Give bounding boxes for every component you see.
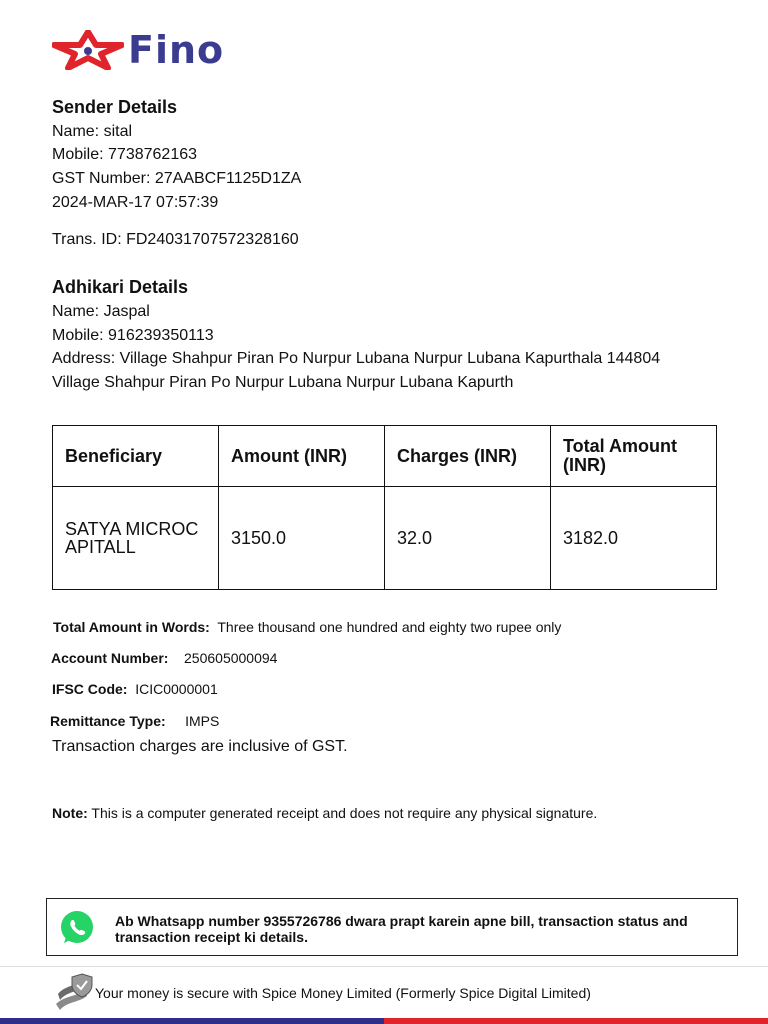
fino-logo	[52, 28, 224, 72]
note	[52, 805, 597, 821]
header-total-amount: Total Amount (INR)	[551, 426, 717, 487]
note-label: Note:	[52, 805, 88, 821]
footer-divider	[0, 966, 768, 967]
adhikari-mobile: Mobile: 916239350113	[52, 327, 214, 344]
sender-details-title: Sender Details	[52, 97, 178, 117]
remittance-type-label: Remittance Type:	[50, 713, 166, 729]
adhikari-address-line-2: Village Shahpur Piran Po Nurpur Lubana Nurpur Lubana Kapurth	[52, 374, 514, 391]
footer-text: Your money is secure with Spice Money Limited (Formerly Spice Digital Limited)	[95, 985, 591, 1001]
ifsc-code	[52, 681, 218, 697]
table-row	[53, 487, 717, 590]
sender-name: Name: sital	[52, 123, 133, 140]
header-amount: Amount (INR)	[219, 426, 385, 487]
header-charges: Charges (INR)	[385, 426, 551, 487]
note-text: This is a computer generated receipt and does not require any physical signature.	[91, 805, 598, 821]
amount-in-words-label: Total Amount in Words:	[53, 619, 210, 635]
adhikari-name: Name: Jaspal	[52, 303, 150, 320]
table-header-row	[53, 426, 717, 487]
cell-amount: 3150.0	[219, 487, 385, 590]
amount-in-words-value: Three thousand one hundred and eighty two rupee only	[217, 619, 562, 635]
whatsapp-text: Ab Whatsapp number 9355726786 dwara prapt karein apne bill, transaction status and transaction receipt ki details.	[115, 913, 688, 945]
cell-charges: 32.0	[385, 487, 551, 590]
whatsapp-icon	[59, 910, 95, 946]
spice-money-icon	[54, 972, 96, 1012]
remittance-type-value: IMPS	[185, 713, 220, 729]
footer-bar-red	[384, 1018, 768, 1024]
transaction-id: Trans. ID: FD24031707572328160	[52, 231, 299, 248]
ifsc-code-value: ICIC0000001	[135, 681, 218, 697]
account-number	[51, 650, 277, 666]
remittance-type	[50, 713, 219, 729]
header-beneficiary: Beneficiary	[53, 426, 219, 487]
cell-total-amount: 3182.0	[551, 487, 717, 590]
adhikari-details-title: Adhikari Details	[52, 277, 189, 297]
logo-text: Fino	[128, 28, 225, 72]
sender-mobile: Mobile: 7738762163	[52, 146, 198, 163]
account-number-label: Account Number:	[51, 650, 169, 666]
amount-in-words	[53, 619, 561, 635]
ifsc-code-label: IFSC Code:	[52, 681, 128, 697]
beneficiary-table	[52, 425, 717, 590]
gst-inclusive-note: Transaction charges are inclusive of GST.	[52, 738, 348, 755]
adhikari-address-line-1: Address: Village Shahpur Piran Po Nurpur Lubana Nurpur Lubana Kapurthala 144804	[52, 350, 661, 367]
fino-star-icon	[52, 30, 124, 70]
sender-gst: GST Number: 27AABCF1125D1ZA	[52, 170, 302, 187]
footer-bar-blue	[0, 1018, 384, 1024]
cell-beneficiary: SATYA MICROCAPITALL	[53, 487, 219, 590]
whatsapp-banner	[46, 898, 738, 956]
account-number-value: 250605000094	[184, 650, 278, 666]
sender-datetime: 2024-MAR-17 07:57:39	[52, 194, 219, 211]
